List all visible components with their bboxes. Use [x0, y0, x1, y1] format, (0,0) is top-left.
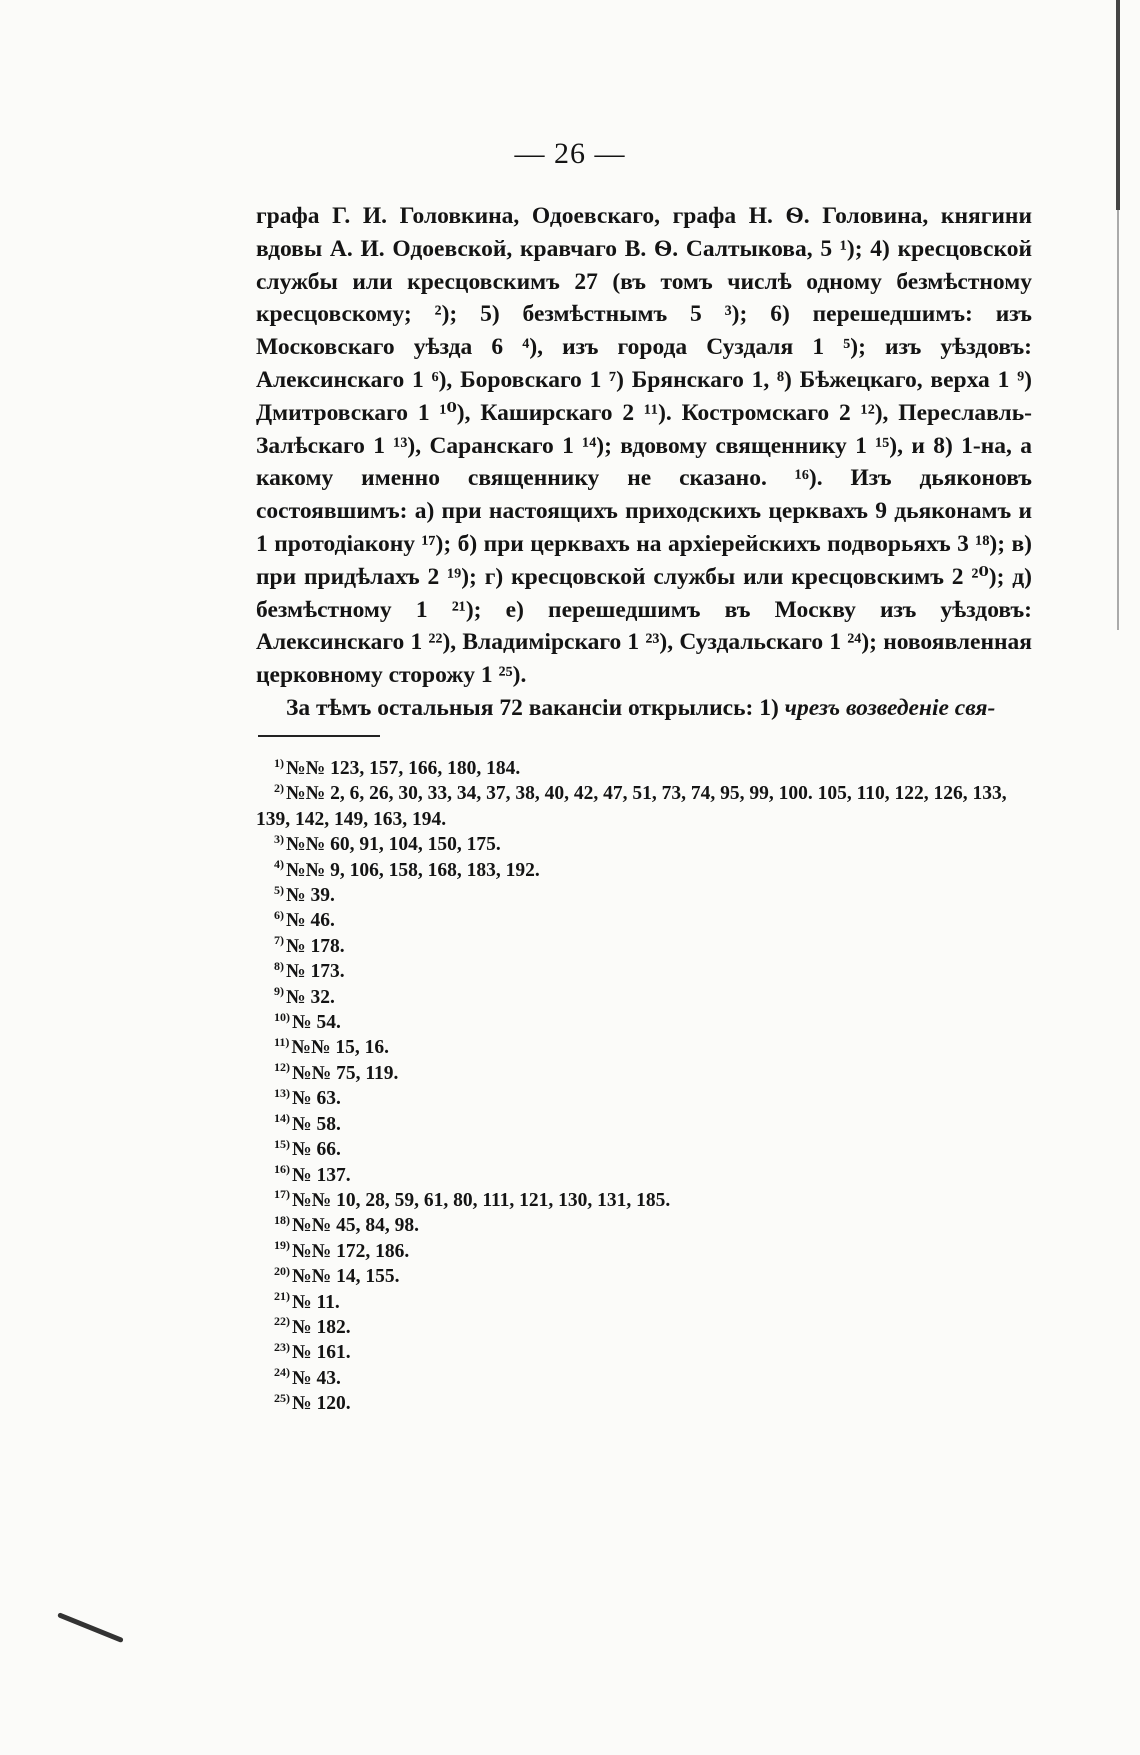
footnote-number: 2) — [274, 780, 284, 795]
footnote-9 — [256, 985, 1036, 1010]
footnote-text: № 137. — [292, 1164, 351, 1186]
footnote-text: №№ 2, 6, 26, 30, 33, 34, 37, 38, 40, 42, 47, 51, 73, 74, 95, 99, 100. 105, 110, 122, 126, 133, 139, 142, 149, 163, 194. — [256, 783, 1007, 830]
footnote-7 — [256, 934, 1036, 959]
footnote-4 — [256, 858, 1036, 883]
footnote-text: № 39. — [286, 885, 335, 907]
footnote-number: 9) — [274, 984, 284, 999]
footnotes-list — [256, 756, 1036, 1417]
paragraph-2 — [256, 692, 1032, 725]
footnote-text: №№ 10, 28, 59, 61, 80, 111, 121, 130, 131, 185. — [292, 1189, 671, 1211]
footnote-13 — [256, 1086, 1036, 1111]
footnote-number: 14) — [274, 1111, 290, 1126]
ink-smudge — [57, 1612, 124, 1643]
footnote-23 — [256, 1340, 1036, 1365]
page-number: — 26 — — [514, 137, 626, 170]
footnote-number: 6) — [274, 907, 284, 922]
footnote-text: №№ 14, 155. — [292, 1266, 400, 1288]
footnote-number: 22) — [274, 1314, 290, 1329]
footnote-text: № 161. — [292, 1342, 351, 1364]
footnote-8 — [256, 959, 1036, 984]
footnote-number: 13) — [274, 1085, 290, 1100]
footnote-number: 1) — [274, 755, 284, 770]
footnote-number: 11) — [274, 1034, 290, 1049]
footnote-text: №№ 15, 16. — [291, 1037, 390, 1059]
footnote-text: № 58. — [292, 1113, 341, 1135]
footnote-2 — [256, 781, 1036, 832]
paragraph-2-text: За тѣмъ остальныя 72 вакансіи открылись: 1) — [286, 694, 779, 721]
footnote-11 — [256, 1035, 1036, 1060]
footnote-separator — [258, 735, 380, 737]
footnote-1 — [256, 756, 1036, 781]
footnote-text: № 178. — [286, 935, 345, 957]
footnote-17 — [256, 1188, 1036, 1213]
footnote-21 — [256, 1290, 1036, 1315]
footnote-number: 12) — [274, 1060, 290, 1075]
footnote-6 — [256, 908, 1036, 933]
body-text — [256, 200, 1032, 725]
footnote-text: № 66. — [292, 1139, 341, 1161]
footnote-number: 10) — [274, 1009, 290, 1024]
footnote-text: №№ 60, 91, 104, 150, 175. — [286, 834, 501, 856]
footnote-number: 21) — [274, 1289, 290, 1304]
footnote-text: № 120. — [292, 1393, 351, 1415]
footnote-number: 20) — [274, 1263, 290, 1278]
footnote-text: №№ 75, 119. — [292, 1062, 399, 1084]
footnote-number: 19) — [274, 1238, 290, 1253]
footnote-19 — [256, 1239, 1036, 1264]
footnote-12 — [256, 1061, 1036, 1086]
footnote-number: 17) — [274, 1187, 290, 1202]
footnote-3 — [256, 832, 1036, 857]
footnote-25 — [256, 1391, 1036, 1416]
page-edge-mark — [1116, 0, 1120, 210]
paragraph-2-italic: чрезъ возведеніе свя- — [784, 694, 996, 721]
footnote-text: № 54. — [292, 1012, 341, 1034]
footnote-number: 18) — [274, 1212, 290, 1227]
footnote-20 — [256, 1264, 1036, 1289]
footnote-number: 16) — [274, 1162, 290, 1176]
footnote-16 — [256, 1163, 1036, 1188]
footnote-text: № 182. — [292, 1316, 351, 1338]
footnote-number: 5) — [274, 882, 284, 897]
footnote-15 — [256, 1137, 1036, 1162]
footnote-text: № 173. — [286, 961, 345, 983]
footnote-text: №№ 9, 106, 158, 168, 183, 192. — [286, 859, 540, 881]
footnote-10 — [256, 1010, 1036, 1035]
footnote-text: №№ 45, 84, 98. — [292, 1215, 419, 1237]
page-edge-shadow — [1117, 210, 1119, 630]
footnote-text: № 43. — [292, 1367, 341, 1389]
footnote-number: 25) — [274, 1390, 290, 1405]
footnote-22 — [256, 1315, 1036, 1340]
footnote-text: № 11. — [292, 1291, 340, 1313]
footnote-number: 3) — [274, 831, 284, 846]
paragraph-1: графа Г. И. Головкина, Одоевскаго, графа Н. Ѳ. Головина, княгини вдовы А. И. Одоевской, кравчаго В. Ѳ. Салтыкова, 5 ¹); 4) кресцовской службы или кресцовскимъ 27 (въ томъ числѣ одному безмѣстному кресцовскому; ²); 5) безмѣстнымъ 5 ³); 6) перешедшимъ: изъ Московскаго уѣзда 6 ⁴), изъ города Суздаля 1 ⁵); изъ уѣздовъ: Алексинскаго 1 ⁶), Боровскаго 1 ⁷) Брянскаго 1, ⁸) Бѣжецкаго, верха 1 ⁹) Дмитровскаго 1 ¹⁰), Каширскаго 2 ¹¹). Костромскаго 2 ¹²), Переславль-Залѣскаго 1 ¹³), Саранскаго 1 ¹⁴); вдовому священнику 1 ¹⁵), и 8) 1-на, а какому именно священнику не сказано. ¹⁶). Изъ дьяконовъ состоявшимъ: а) при настоящихъ приходскихъ церквахъ 9 дьяконамъ и 1 протодіакону ¹⁷); б) при церквахъ на архіерейскихъ подворьяхъ 3 ¹⁸); в) при придѣлахъ 2 ¹⁹); г) кресцовской службы или кресцовскимъ 2 ²⁰); д) безмѣстному 1 ²¹); е) перешедшимъ въ Москву изъ уѣздовъ: Алексинскаго 1 ²²), Владимірскаго 1 ²³), Суздальскаго 1 ²⁴); новоявленная церковному сторожу 1 ²⁵). — [256, 203, 1032, 689]
footnote-text: №№ 123, 157, 166, 180, 184. — [286, 758, 521, 779]
footnote-number: 8) — [274, 958, 284, 973]
footnote-number: 15) — [274, 1136, 290, 1151]
footnote-text: № 32. — [286, 986, 335, 1008]
footnote-text: № 63. — [292, 1088, 341, 1110]
footnote-number: 23) — [274, 1339, 290, 1354]
footnote-text: №№ 172, 186. — [292, 1240, 410, 1262]
footnote-14 — [256, 1112, 1036, 1137]
footnote-5 — [256, 883, 1036, 908]
footnote-24 — [256, 1366, 1036, 1391]
footnote-18 — [256, 1213, 1036, 1238]
footnote-text: № 46. — [286, 910, 335, 932]
footnote-number: 4) — [274, 857, 284, 872]
footnote-number: 7) — [274, 933, 284, 948]
footnote-number: 24) — [274, 1365, 290, 1380]
